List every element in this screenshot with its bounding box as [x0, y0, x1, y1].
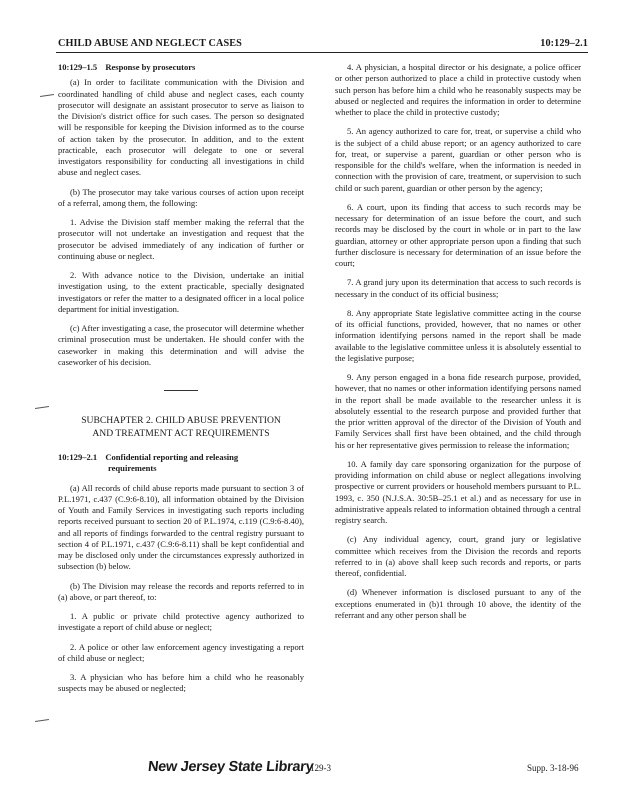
list-item: 6. A court, upon its finding that access to such records may be necessary for determination of an issue before the court, and such records may be disclosed by the court in whole or in part to the law guardian, attorney or other appropriate person upon a finding that such further disclosure is necessary for determination of an issue before the court; — [335, 201, 581, 268]
subchapter-line: SUBCHAPTER 2. CHILD ABUSE PREVENTION — [81, 415, 281, 426]
header-rule — [56, 52, 588, 53]
list-item: 7. A grand jury upon its determination that access to such records is necessary in the conduct of its official business; — [335, 277, 581, 299]
list-item: 2. A police or other law enforcement agency investigating a report of child abuse or neglect; — [58, 641, 304, 663]
list-item: 1. Advise the Division staff member making the referral that the prosecutor will not undertake an investigation and request that the prosecutor be advised immediately of any indication of further or continuing abuse or neglect. — [58, 217, 304, 261]
section-number: 10:129–2.1 — [58, 452, 98, 462]
subchapter-line: AND TREATMENT ACT REQUIREMENTS — [92, 427, 270, 439]
paragraph: (a) In order to facilitate communication with the Division and coordinated handling of child abuse and neglect cases, each county prosecutor will designate an assistant prosecutor to serve as liaison to the Division's district office for such cases. The person so designated will be responsible for keeping the Division informed as to the course of action taken by the prosecutor. In addition, and to the extent practicable, each prosecutor will delegate to one or several investigators responsibility for conducting all investigations in child abuse and neglect cases. — [58, 77, 304, 178]
section-heading-1-5 — [58, 62, 304, 73]
margin-mark — [35, 719, 51, 722]
section-title: Response by prosecutors — [105, 62, 196, 72]
section-title: Confidential reporting and releasing — [105, 452, 239, 462]
section-divider — [164, 390, 198, 391]
supplement-date: Supp. 3-18-96 — [527, 763, 579, 773]
page-number: 129-3 — [310, 763, 331, 773]
margin-mark — [35, 406, 51, 409]
paragraph: (b) The Division may release the records and reports referred to in (a) above, or part thereof, to: — [58, 580, 304, 602]
subchapter-heading — [58, 415, 304, 440]
list-item: 9. Any person engaged in a bona fide research purpose, provided, however, that no names or other information identifying persons named in the report shall be made available to the researcher unless it is absolutely essential to the research purpose and provided further that the prior written approval of the director of the Division of Youth and Family Services shall first have been obtained, and the child through his or her representative gives permission to release the information; — [335, 372, 581, 450]
library-stamp: New Jersey State Library — [147, 759, 315, 775]
list-item: 4. A physician, a hospital director or his designate, a police officer or other person authorized to place a child in protective custody when such person has before him a child who he reasonably suspects may be abused or neglected and requires the information in order to determine whether to place the child in protective custody; — [335, 62, 581, 117]
section-number: 10:129–1.5 — [58, 62, 98, 72]
section-title-continued: requirements — [108, 463, 157, 474]
page-footer — [0, 759, 618, 779]
list-item: 10. A family day care sponsoring organization for the purpose of providing information on child abuse or neglect allegations involving prospective or current providers or household members pursuant to P.L. 1993, c. 350 (N.J.S.A. 30:5B–25.1 et al.) and as necessary for use in administrative appeals related to information obtained through a central registry search. — [335, 458, 581, 525]
left-column — [58, 62, 304, 703]
paragraph: (b) The prosecutor may take various courses of action upon receipt of a referral, among them, the following: — [58, 186, 304, 208]
paragraph: (c) Any individual agency, court, grand jury or legislative committee which receives from the Division the records and reports referred to in (a) above shall keep such records and reports, or parts thereof, confidential. — [335, 534, 581, 578]
list-item: 5. An agency authorized to care for, treat, or supervise a child who is the subject of a child abuse report; or an agency authorized to care for, treat, or supervise a parent, guardian or other person who is responsible for the child's welfare, when the information is needed in connection with the provision of care, treatment, or supervision to such child or such parent, guardian or other person by the agency; — [335, 126, 581, 193]
running-header — [56, 38, 588, 52]
list-item: 8. Any appropriate State legislative committee acting in the course of its official functions, provided, however, that no names or other information identifying persons named in the report shall be made available to the legislative committee unless it is absolutely essential to the legislative purpose; — [335, 307, 581, 363]
list-item: 1. A public or private child protective agency authorized to investigate a report of child abuse or neglect; — [58, 611, 304, 633]
margin-mark — [40, 94, 56, 97]
list-item: 3. A physician who has before him a child who he reasonably suspects may be abused or neglected; — [58, 672, 304, 694]
paragraph: (a) All records of child abuse reports made pursuant to section 3 of P.L.1971, c.437 (C.9:6-8.10), all information obtained by the Division of Youth and Family Services in investigating such reports including reports received pursuant to section 20 of P.L.1974, c.119 (C.9:6-8.40), and all reports of findings forwarded to the central registry pursuant to section 4 of P.L.1971, c.437 (C.9:6-8.11) shall be kept confidential and may be disclosed only under the circumstances expressly authorized in subsection (b) below. — [58, 482, 304, 572]
paragraph: (d) Whenever information is disclosed pursuant to any of the exceptions enumerated in (b)1 through 10 above, the identity of the referrant and any other person shall be — [335, 587, 581, 620]
header-section-number: 10:129–2.1 — [540, 38, 588, 49]
section-heading-2-1 — [58, 452, 304, 475]
header-title: CHILD ABUSE AND NEGLECT CASES — [58, 38, 242, 49]
right-column — [335, 62, 581, 629]
paragraph: (c) After investigating a case, the prosecutor will determine whether criminal prosecution must be undertaken. He should confer with the caseworker in making this determination and will advise the caseworker of his decision. — [58, 323, 304, 367]
list-item: 2. With advance notice to the Division, undertake an initial investigation using, to the extent practicable, specially designated investigators or refer the matter to a designated officer in a local police department for initial investigation. — [58, 270, 304, 314]
